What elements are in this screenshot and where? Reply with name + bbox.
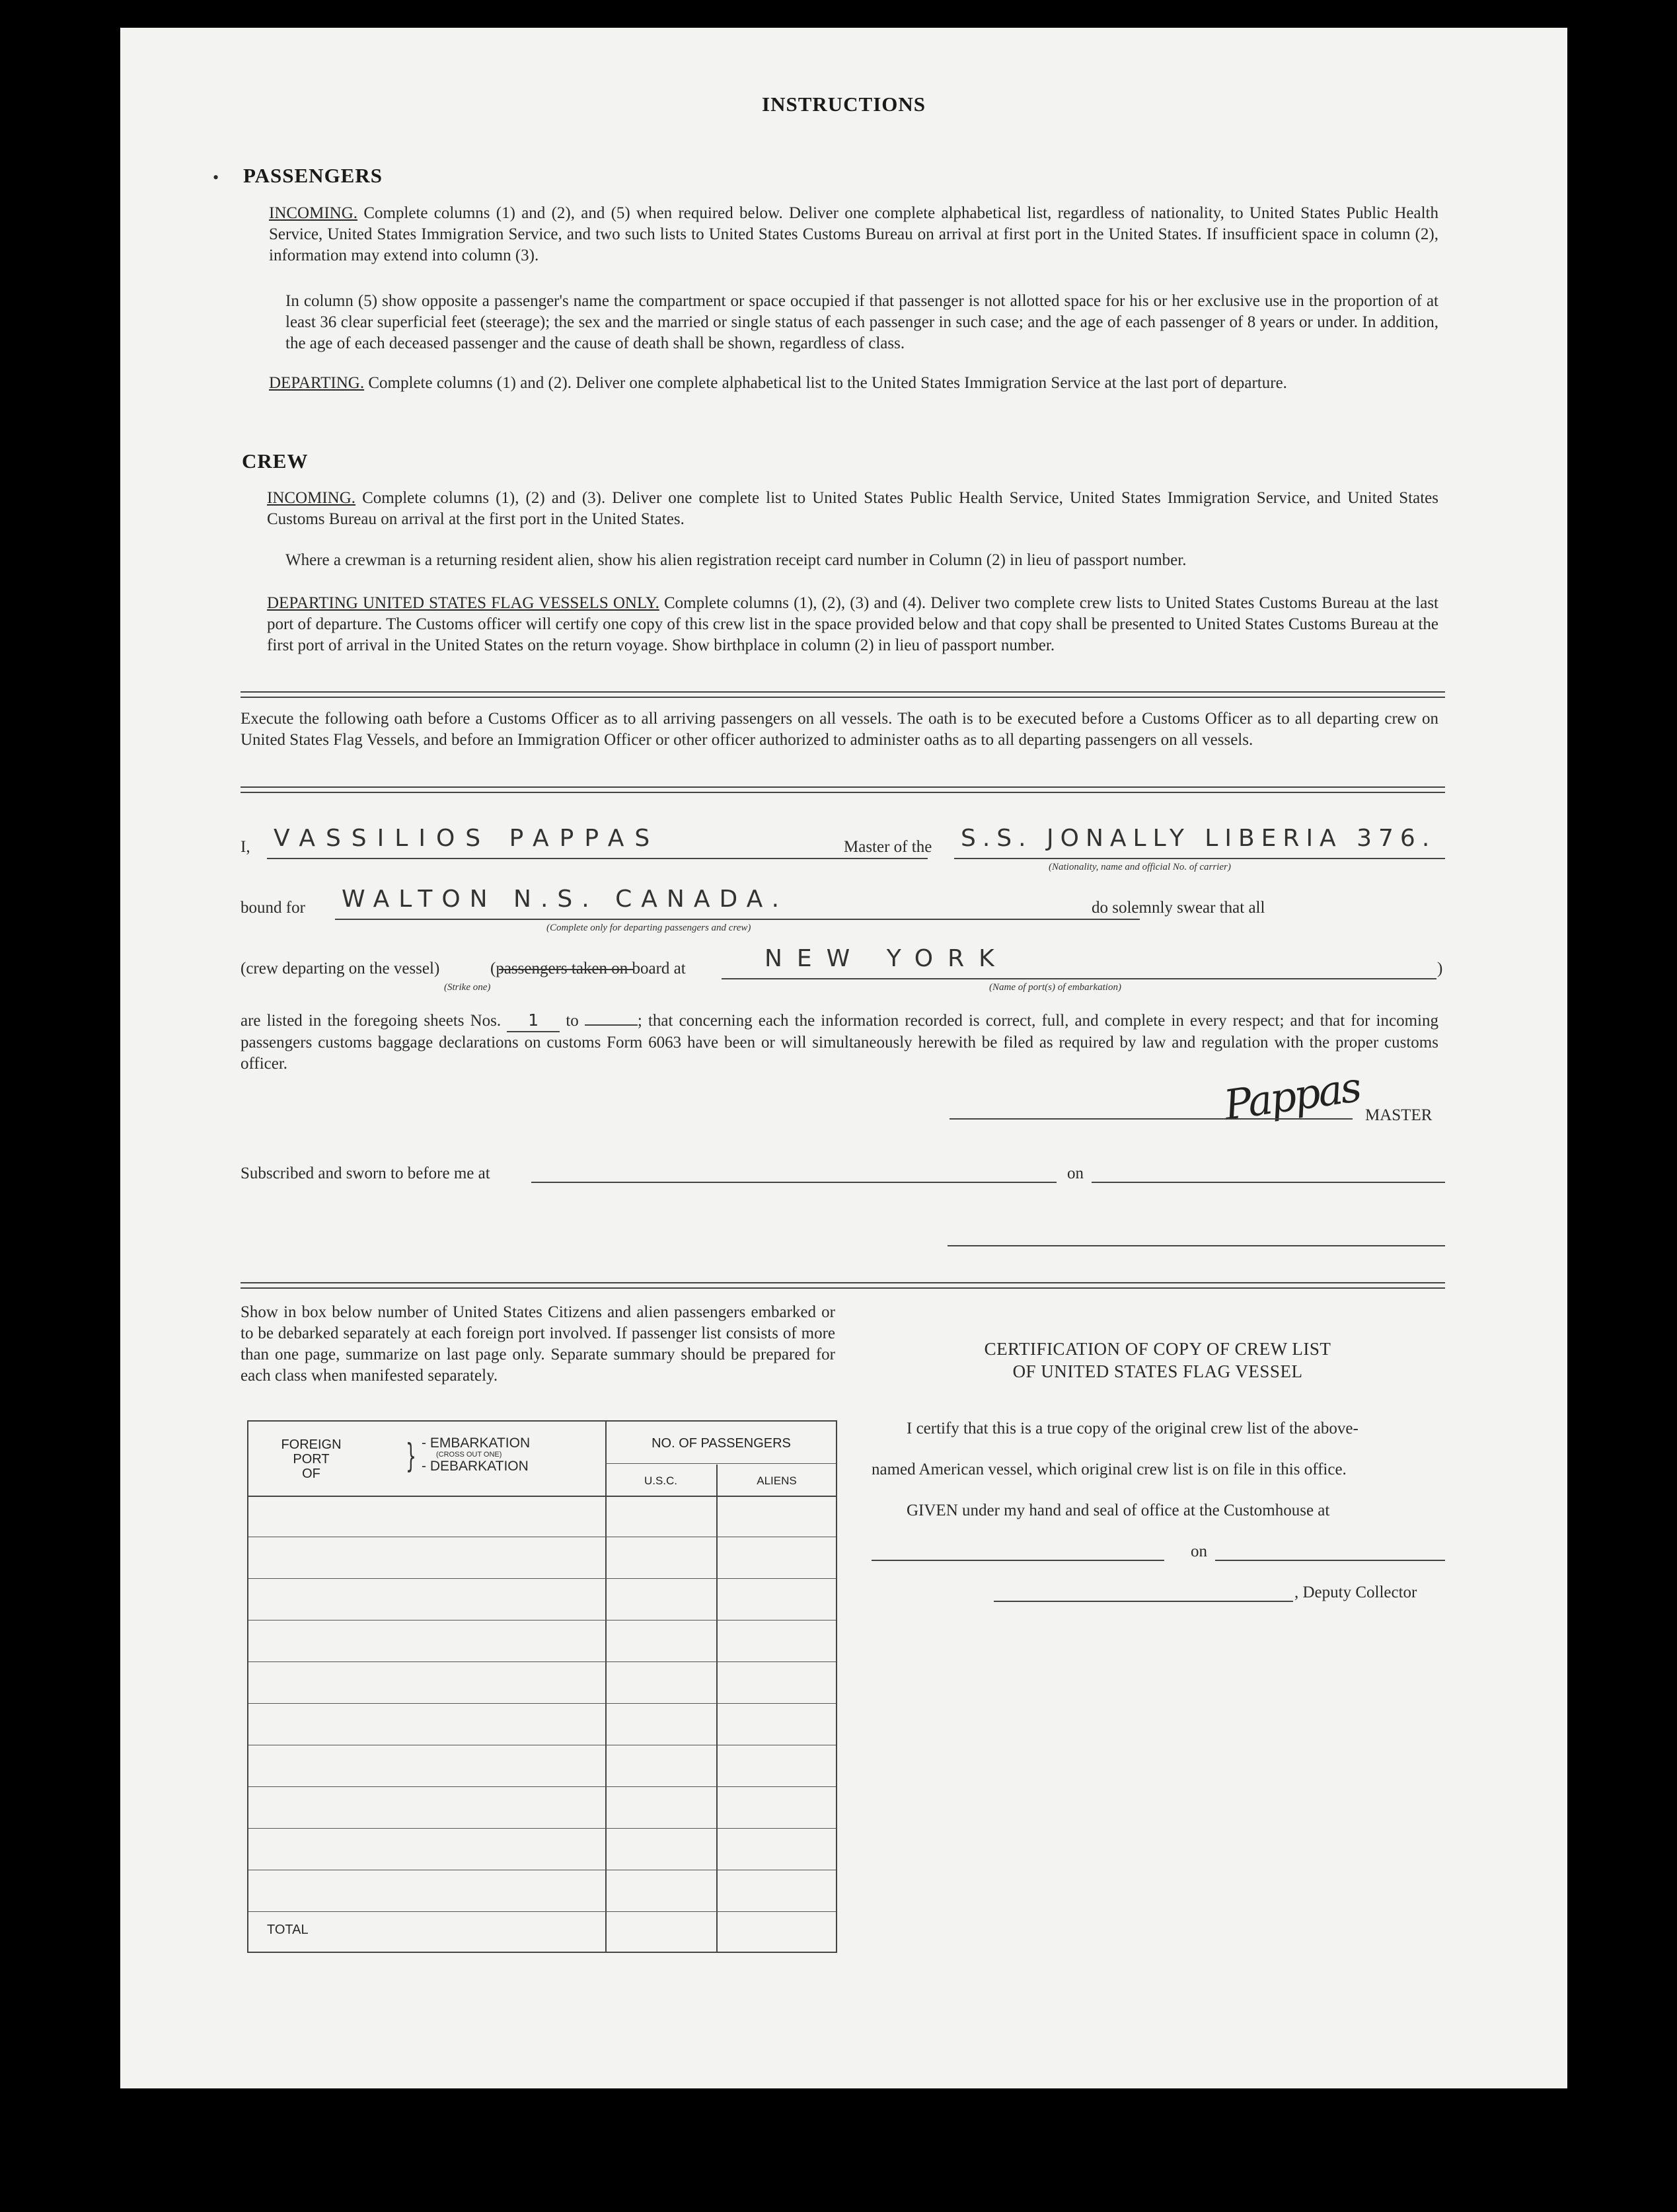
to-label: to (566, 1012, 579, 1030)
crew-departing-paragraph (267, 593, 1438, 656)
instructions-title: INSTRUCTIONS (762, 93, 926, 116)
column-divider (716, 1465, 718, 1952)
table-row[interactable] (248, 1828, 836, 1829)
sheet-from-field[interactable]: 1 (507, 1010, 560, 1032)
aliens-header: ALIENS (757, 1474, 797, 1487)
table-row[interactable] (248, 1578, 836, 1579)
crew-incoming-label: INCOMING. (267, 489, 356, 507)
subscribed-on-label: on (1067, 1164, 1084, 1182)
header-divider (248, 1496, 836, 1497)
master-of-label: Master of the (844, 838, 932, 856)
certification-title (887, 1338, 1429, 1383)
crew-departing-text: Complete columns (1), (2), (3) and (4). Deliver two complete crew lists to United States Customs Bureau at the last port of departure. The Customs officer will certify one copy of this crew list in the space provided below and that copy shall be presented to United States Customs Bureau at the first port of arrival in the United States on the return voyage. Show birthplace in column (2) in lieu of passport number. (267, 594, 1438, 654)
certification-on-label: on (1191, 1543, 1207, 1560)
brace-icon: } (405, 1437, 416, 1475)
listed-post: ; that concerning each the information recorded is correct, full, and complete in every respect; and that for incoming passengers customs baggage declarations on customs Form 6063 have been or will simultaneously herewith be filed as required by law and regulation with the proper customs officer. (241, 1012, 1438, 1073)
oath-i-label: I, (241, 838, 250, 856)
passengers-departing-text: Complete columns (1) and (2). Deliver one complete alphabetical list to the United States Immigration Service at the last port of departure. (368, 374, 1287, 392)
signature-line (950, 1118, 1353, 1120)
certification-text3: GIVEN under my hand and seal of office at the Customhouse at (907, 1502, 1330, 1519)
subscribed-date-line[interactable] (1092, 1182, 1445, 1183)
embark-options (422, 1436, 530, 1474)
master-name-field[interactable]: VASSILIOS PAPPAS (274, 825, 661, 852)
listed-paragraph (241, 1010, 1438, 1075)
cross-out-note: (CROSS OUT ONE) (436, 1451, 502, 1459)
total-label: TOTAL (267, 1923, 309, 1937)
close-paren: ) (1437, 960, 1443, 977)
crew-resident-text: Where a crewman is a returning resident alien, show his alien registration receipt card number in Column (2) in lieu of passport number. (285, 551, 1187, 569)
table-row[interactable] (248, 1786, 836, 1787)
certification-title-line1: CERTIFICATION OF COPY OF CREW LIST (984, 1339, 1331, 1359)
table-row[interactable] (248, 1661, 836, 1662)
listed-pre: are listed in the foregoing sheets Nos. (241, 1012, 502, 1030)
passengers-incoming-paragraph (269, 203, 1438, 266)
crew-incoming-paragraph (267, 488, 1438, 530)
strike-caption: (Strike one) (444, 982, 491, 993)
passengers-column5-paragraph (285, 291, 1438, 354)
strike-through (499, 969, 634, 970)
debarkation-option[interactable]: - DEBARKATION (422, 1459, 529, 1474)
column-divider (605, 1422, 607, 1952)
summary-table (247, 1420, 837, 1953)
bound-caption: (Complete only for departing passengers and crew) (546, 923, 751, 933)
certification-text1: I certify that this is a true copy of the original crew list of the above- (907, 1420, 1359, 1437)
foreign-port-label: FOREIGN PORT OF (281, 1437, 342, 1481)
crew-resident-paragraph (285, 550, 1438, 571)
crew-heading: CREW (242, 449, 309, 473)
crew-departing-label: DEPARTING UNITED STATES FLAG VESSELS ONLY. (267, 594, 659, 612)
table-row[interactable] (248, 1620, 836, 1621)
divider (241, 1282, 1445, 1289)
document-page (120, 28, 1567, 2088)
passengers-incoming-text: Complete columns (1) and (2), and (5) when required below. Deliver one complete alphabetical list, regardless of nationality, to United States Public Health Service, United States Immigration Service, and two such lists to United States Customs Bureau on arrival at first port in the United States. If insufficient space in column (2), information may extend into column (3). (269, 204, 1438, 264)
divider (241, 691, 1445, 698)
vessel-caption: (Nationality, name and official No. of carrier) (1049, 862, 1231, 872)
bound-for-line (335, 919, 1140, 920)
port-line (722, 978, 1436, 979)
passengers-departing-label: DEPARTING. (269, 374, 365, 392)
vessel-line (954, 858, 1445, 859)
sheet-to-field[interactable] (585, 1024, 638, 1026)
port-caption: (Name of port(s) of embarkation) (989, 982, 1121, 993)
vessel-field[interactable]: S.S. JONALLY LIBERIA 376. (961, 825, 1436, 852)
passengers-departing-paragraph (269, 373, 1438, 394)
table-row[interactable] (248, 1703, 836, 1704)
swear-label: do solemnly swear that all (1092, 899, 1265, 917)
deputy-collector-label: , Deputy Collector (1294, 1583, 1417, 1601)
bullet: • (213, 168, 219, 187)
table-row[interactable] (248, 1911, 836, 1912)
certification-text2: named American vessel, which original crew list is on file in this office. (872, 1461, 1347, 1478)
summary-note: Show in box below number of United States Citizens and alien passengers embarked or to be debarked separately at each foreign port involved. If passenger list consists of more than one page, summarize on last page only. Separate summary should be prepared for each class when manifested separately. (241, 1303, 835, 1385)
passengers-heading: PASSENGERS (243, 164, 383, 187)
subscribed-place-line[interactable] (531, 1182, 1057, 1183)
passengers-taken-option: (passengers taken on board at (490, 960, 686, 977)
bound-for-field[interactable]: WALTON N.S. CANADA. (342, 886, 789, 913)
deputy-collector-line[interactable] (994, 1601, 1293, 1602)
officer-signature-line[interactable] (948, 1245, 1445, 1246)
embarkation-option[interactable]: - EMBARKATION (422, 1435, 531, 1451)
usc-header: U.S.C. (644, 1474, 678, 1487)
row-divider (605, 1463, 836, 1464)
no-passengers-header: NO. OF PASSENGERS (652, 1436, 791, 1451)
crew-incoming-text: Complete columns (1), (2) and (3). Deliver one complete list to United States Public Health Service, United States Immigration Service, and United States Customs Bureau on arrival at the first port in the United States. (267, 489, 1438, 528)
master-label: MASTER (1365, 1106, 1433, 1124)
certification-title-line2: OF UNITED STATES FLAG VESSEL (1012, 1361, 1303, 1381)
subscribed-label: Subscribed and sworn to before me at (241, 1164, 490, 1182)
passengers-incoming-label: INCOMING. (269, 204, 358, 222)
master-name-line (267, 858, 928, 859)
port-field[interactable]: NEW YORK (764, 945, 1009, 972)
bound-for-label: bound for (241, 899, 305, 917)
oath-intro: Execute the following oath before a Customs Officer as to all arriving passengers on all vessels. The oath is to be executed before a Customs Officer as to all departing crew on United States Flag Vessels, and before an Immigration Officer or other officer authorized to administer oaths as to all departing passengers on all vessels. (241, 710, 1438, 749)
certification-date-line[interactable] (1215, 1560, 1445, 1561)
master-signature: Pappas (1220, 1063, 1363, 1129)
divider (241, 786, 1445, 793)
passengers-column5-text: In column (5) show opposite a passenger's name the compartment or space occupied if that passenger is not allotted space for his or her exclusive use in the proportion of at least 36 clear superficial feet (steerage); the sex and the married or single status of each passenger in such case; and the age of each passenger of 8 years or under. In addition, the age of each deceased passenger and the cause of death shall be shown, regardless of class. (285, 292, 1438, 352)
crew-departing-option: (crew departing on the vessel) (241, 960, 440, 977)
customhouse-line[interactable] (872, 1560, 1164, 1561)
